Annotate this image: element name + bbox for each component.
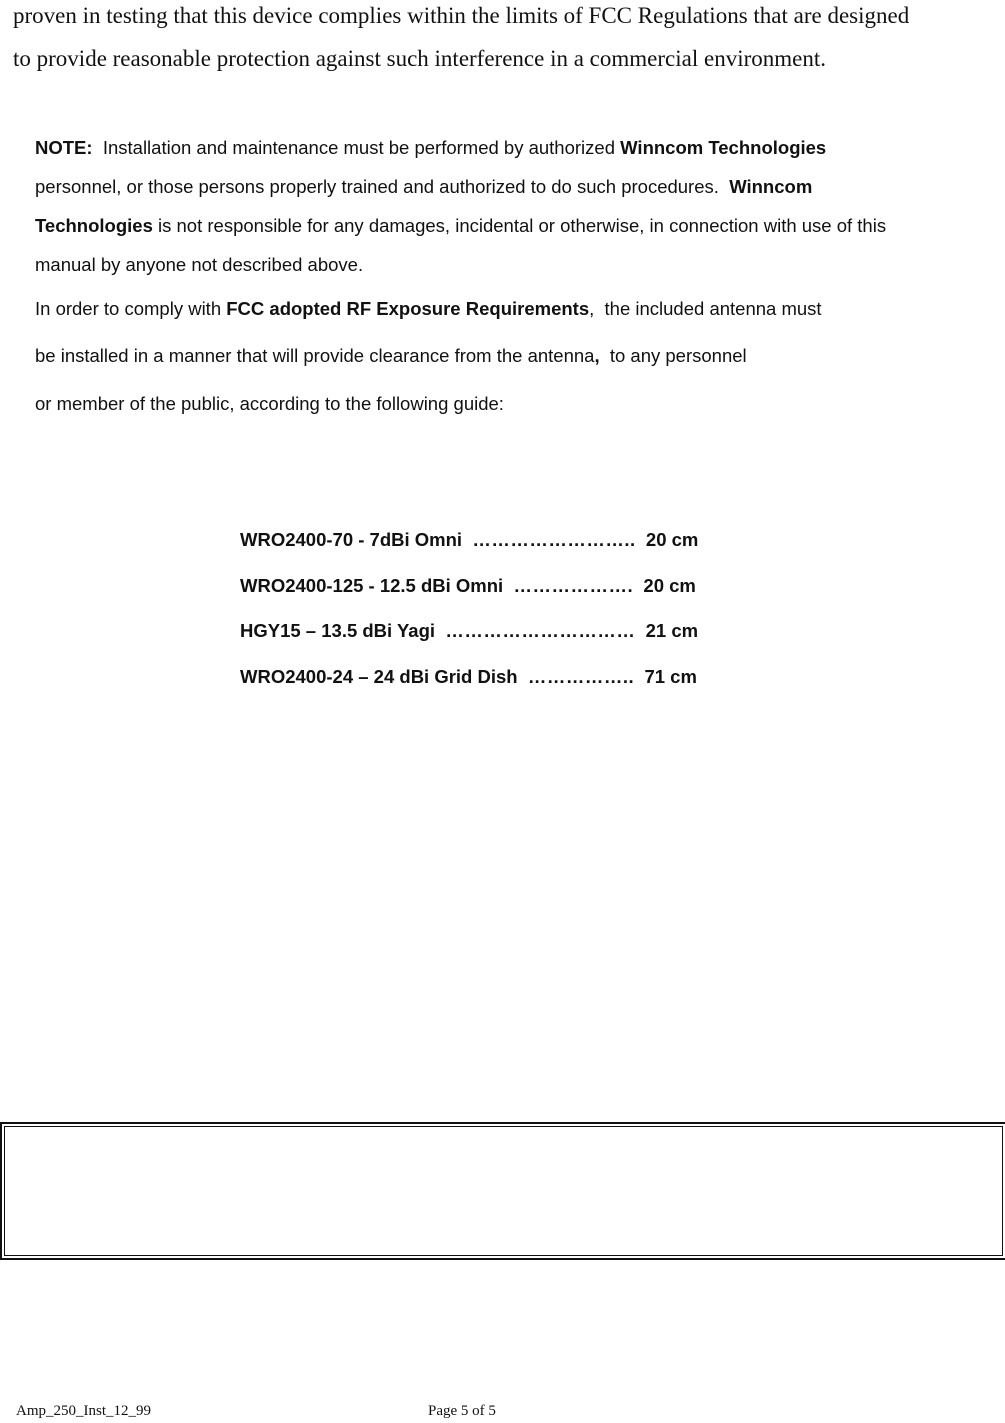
note-text-2: personnel, or those persons properly trained and authorized to do such procedures. (35, 176, 719, 197)
intro-line-1: proven in testing that this device complies within the limits of FCC Regulations that are designed (13, 3, 910, 28)
guide-antenna: HGY15 – 13.5 dBi Yagi (240, 620, 436, 641)
rf-line-3 (35, 393, 504, 415)
footer-page-number: Page 5 of 5 (428, 1403, 496, 1419)
note-line-1 (35, 137, 826, 159)
rf-requirement: FCC adopted RF Exposure Requirements (226, 298, 590, 319)
note-label: NOTE: (35, 137, 93, 158)
rf-text-3: be installed in a manner that will provide clearance from the antenna (35, 345, 595, 366)
guide-leader-dots: ………………………… (445, 620, 636, 641)
rf-comma-1: , (589, 298, 595, 319)
rf-text-4: to any personnel (609, 345, 747, 366)
note-line-4 (35, 254, 363, 276)
note-text-1: Installation and maintenance must be performed by authorized (102, 137, 615, 158)
guide-row (240, 666, 697, 688)
empty-bordered-box (0, 1122, 1005, 1260)
guide-row (240, 529, 698, 551)
empty-bordered-box-inner (4, 1126, 1003, 1256)
guide-antenna: WRO2400-24 – 24 dBi Grid Dish (240, 666, 518, 687)
note-text-4: manual by anyone not described above. (35, 254, 364, 275)
rf-text-1: In order to comply with (35, 298, 222, 319)
intro-line-2: to provide reasonable protection against such interference in a commercial environment. (13, 46, 826, 71)
rf-text-5: or member of the public, according to the following guide: (35, 393, 504, 414)
rf-text-2: the included antenna must (604, 298, 822, 319)
guide-antenna: WRO2400-70 - 7dBi Omni (240, 529, 463, 550)
guide-row (240, 575, 696, 597)
footer-doc-id: Amp_250_Inst_12_99 (16, 1403, 151, 1419)
intro-paragraph (13, 0, 1003, 80)
note-company-1: Winncom Technologies (620, 137, 827, 158)
guide-row (240, 620, 698, 642)
note-company-2b: Technologies (35, 215, 153, 236)
note-line-3 (35, 215, 886, 237)
guide-leader-dots: ………………. (513, 575, 634, 596)
note-line-2 (35, 176, 812, 198)
guide-antenna: WRO2400-125 - 12.5 dBi Omni (240, 575, 504, 596)
note-company-2a: Winncom (729, 176, 813, 197)
rf-line-1 (35, 298, 822, 320)
guide-leader-dots: …………………….. (472, 529, 636, 550)
guide-distance: 21 cm (645, 620, 699, 641)
note-text-3: is not responsible for any damages, incidental or otherwise, in connection with use of this (158, 215, 887, 236)
guide-leader-dots: …………….. (527, 666, 635, 687)
rf-comma-2: , (594, 345, 600, 366)
guide-distance: 20 cm (645, 529, 699, 550)
guide-distance: 20 cm (643, 575, 696, 596)
guide-distance: 71 cm (644, 666, 697, 687)
rf-line-2 (35, 345, 747, 367)
